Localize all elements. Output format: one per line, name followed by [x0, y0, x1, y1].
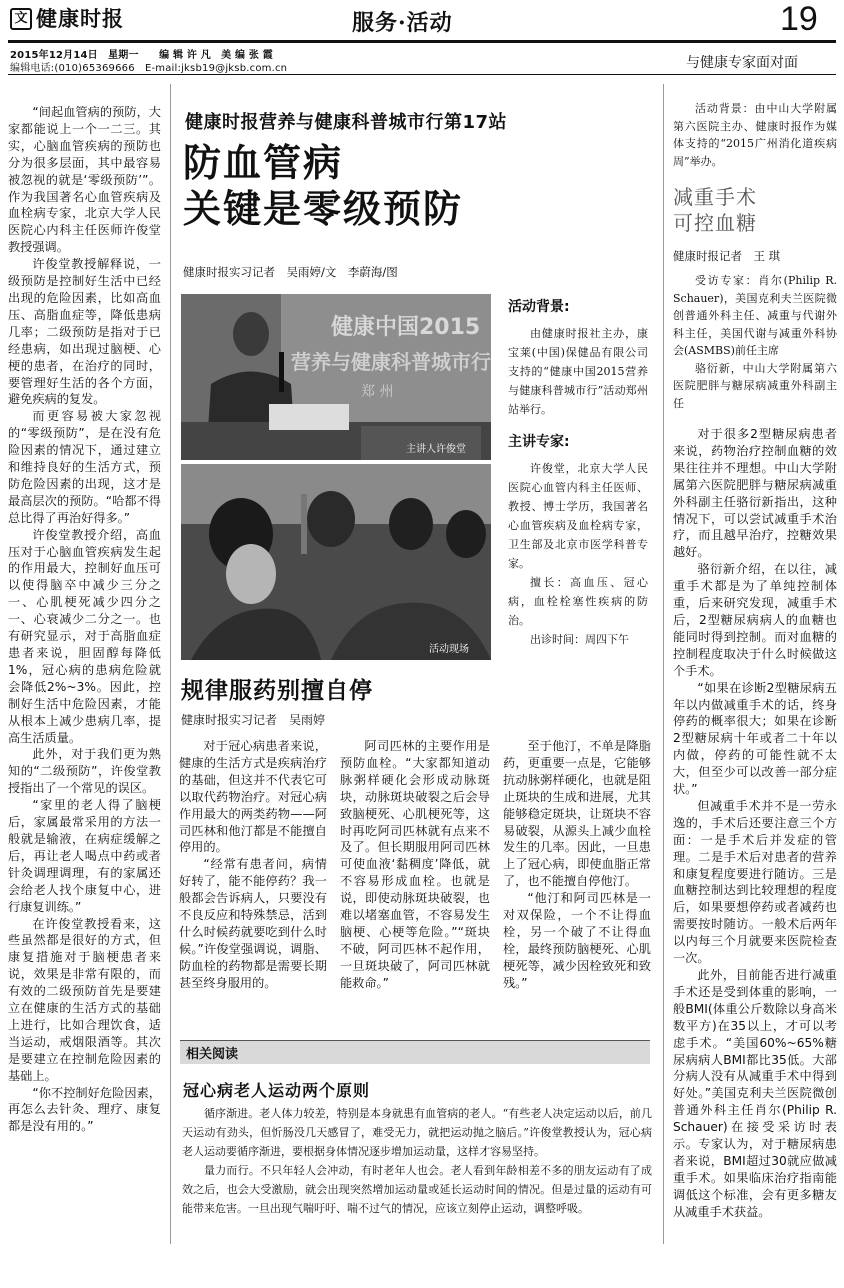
paragraph: “间起血管病的预防，大家都能说上一个一二三。其实，心脑血管疾病的预防也分为很多层面，其中最容易被忽视的就是‘零级预防’”。作为我国著名心血管疾病及血栓病专家，北京大学人民医院心内科主任医师许俊堂教授强调。 [8, 105, 161, 255]
right-article-title [673, 184, 837, 236]
drug-article-column [503, 738, 651, 1038]
paragraph: 而更容易被大家忽视的“零级预防”，是在没有危险因素的情况下，通过建立和维持良好的生活方式，预防危险因素的出现，这才是最高层次的预防。“哈都不得总比得了再治好得多。” [8, 409, 161, 525]
drug-article-title: 规律服药别擅自停 [181, 677, 373, 704]
left-article-column [8, 104, 161, 1244]
section-title: 服务·活动 [352, 10, 453, 36]
audience-photo-illustration [181, 464, 491, 660]
column-divider [663, 84, 664, 1244]
column-divider [170, 84, 171, 1244]
activity-heading: 活动背景: [508, 299, 570, 315]
right-background-note [673, 100, 837, 170]
related-reading-bar [180, 1040, 650, 1064]
issue-info: 2015年12月14日 星期一 编 辑 许 凡 美 编 张 霞 [10, 50, 273, 61]
photo-caption: 活动现场 [429, 644, 469, 655]
title-line: 可控血糖 [673, 211, 757, 235]
paragraph: 骆衍新，中山大学附属第六医院肥胖与糖尿病减重外科副主任 [673, 361, 837, 410]
related-article-title: 冠心病老人运动两个原则 [183, 1081, 371, 1100]
paragraph: “如果在诊断2型糖尿病五年以内做减重手术的话，终身停药的概率很大；如果在诊断2型糖尿病十年或者二十年以内做，停药的可能性就不太大，但至少可以改善一部分症状。” [673, 680, 837, 797]
headline-line: 防血管病 [183, 140, 344, 185]
paragraph: “家里的老人得了脑梗后，家属最常采用的方法一般就是输液，在病症缓解之后，再让老人喝点中药或者针灸调理调理，有的家属还会给老人找个康复中心，进行康复训练。” [8, 798, 161, 914]
masthead-logo-icon: 文 [10, 8, 32, 30]
paragraph: 活动背景：由中山大学附属第六医院主办、健康时报作为媒体支持的“2015广州消化道疾病周”举办。 [673, 102, 837, 168]
paragraph: 但减重手术并不是一劳永逸的，手术后还要注意三个方面：一是手术后并发症的管理。二是手术后对患者的营养和康复程度要进行随访。三是血糖控制达到比较理想的程度后，如果要想停药或者减药也需要按时随访。一般术后两年以内每三个月就要来医院检查一次。 [673, 798, 837, 966]
related-reading-label: 相关阅读 [186, 1047, 239, 1062]
paragraph: 由健康时报社主办，康宝莱(中国)保健品有限公司支持的“健康中国2015营养与健康科普城市行”活动郑州站举行。 [508, 327, 648, 416]
paragraph: 许俊堂，北京大学人民医院心血管内科主任医师、教授、博士学历，我国著名心血管疾病及血栓病专家，卫生部及北京市医学科普专家。 [508, 462, 648, 570]
page-number: 19 [780, 0, 818, 38]
paragraph: 此外，对于我们更为熟知的“二级预防”，许俊堂教授指出了一个常见的误区。 [8, 747, 161, 796]
right-article-body [673, 426, 837, 1221]
paragraph: 骆衍新介绍，在以往，减重手术都是为了单纯控制体重，后来研究发现，减重手术后，2型糖尿病病人的血糖也能同时得到控制。而对血糖的控制程度取决于什么时候做这个手术。 [673, 562, 837, 678]
paragraph: “他汀和阿司匹林是一对双保险，一个不让得血栓，另一个破了不让得血栓，最终预防脑梗死、心肌梗死等，减少因栓致死和致残。” [503, 891, 651, 990]
drug-article-column [340, 738, 490, 1038]
activity-text [508, 324, 648, 419]
right-article-byline: 健康时报记者 王 琪 [673, 249, 781, 263]
activity-info-box [508, 296, 648, 656]
contact-info: 编辑电话:(010)65369666 E-mail:jksb19@jksb.com.cn [10, 63, 288, 74]
headline-line: 关键是零级预防 [183, 186, 464, 231]
column-tag: 与健康专家面对面 [686, 55, 798, 71]
paragraph: 出诊时间：周四下午 [530, 633, 629, 646]
paragraph: 在许俊堂教授看来，这些虽然都是很好的方式，但康复措施对于脑梗患者来说，效果是非常有限的，而有效的二级预防首先是要建立在健康的生活方式的基础上进行，比如合理饮食，适当运动，戒烟限酒等。其次是要建立在控制危险因素的基础上。 [8, 916, 161, 1083]
banner-city: 郑 州 [361, 384, 394, 400]
header-rule [8, 40, 836, 43]
paragraph: 阿司匹林的主要作用是预防血栓。“大家都知道动脉粥样硬化会形成动脉斑块，动脉斑块破裂之后会导致脑梗死、心肌梗死等，这时再吃阿司匹林就有点来不及了。但长期服用阿司匹林可使血液‘黏稠度’降低，就不容易形成血栓。也就是说，即使动脉斑块破裂，也难以堵塞血管，不容易发生脑梗、心梗等危险。”“斑块不破，阿司匹林不起作用，一旦斑块破了，阿司匹林就能救命。” [340, 739, 490, 990]
title-line: 减重手术 [673, 185, 757, 209]
header-subrule [8, 74, 836, 75]
event-title: 健康时报营养与健康科普城市行第17站 [185, 112, 508, 133]
audience-photo [181, 464, 491, 660]
paragraph: “经常有患者问，病情好转了，能不能停药？我一般都会告诉病人，只要没有不良反应和特殊禁忌，活到什么时候药就要吃到什么时候。”许俊堂强调说，调脂、防血栓的药物都是需要长期甚至终身服用的。 [179, 857, 327, 990]
paragraph: 许俊堂教授介绍，高血压对于心脑血管疾病发生起的作用最大，控制好血压可以使得脑卒中减少三分之一、心肌梗死减少四分之一、心衰减少二分之一。也有研究显示，对于高脂血症患者来说，胆固醇每降低1%，冠心病的患病危险就会降低2%~3%。因此，控制好生活中危险因素，才能从根本上减少患病几率，提高生活质量。 [8, 527, 161, 745]
banner-text: 营养与健康科普城市行 [291, 350, 491, 374]
main-headline [183, 140, 463, 232]
drug-article-byline: 健康时报实习记者 吴雨婷 [181, 713, 326, 727]
speaker-text [508, 459, 648, 649]
speaker-photo [181, 294, 491, 460]
paragraph: “你不控制好危险因素，再怎么去针灸、理疗、康复都是没有用的。” [8, 1085, 161, 1134]
paragraph: 此外，目前能否进行减重手术还是受到体重的影响，一般BMI(体重公斤数除以身高米数平方)在35以上，才可以考虑手术。“美国60%~65%糖尿病病人BMI都比35低。大部分病人没有从减重手术中得到好处。”美国克利夫兰医院微创普通外科主任肖尔(Philip R. Schauer)在接受采访时表示。专家认为，对于糖尿病患者来说，BMI超过30就应做减重手术。如果临床治疗指南能调低这个标准，会有更多糖友从减重手术获益。 [673, 968, 837, 1219]
related-article-body [182, 1104, 652, 1254]
paragraph: 受访专家：肖尔(Philip R. Schauer)，美国克利夫兰医院微创普通外科主任、减重与代谢外科主任，美国代谢与减重外科协会(ASMBS)前任主席 [673, 274, 837, 357]
speaker-photo-illustration [181, 294, 491, 460]
paragraph: 至于他汀，不单是降脂药，更重要一点是，它能够抗动脉粥样硬化，也就是阻止斑块的生成和进展，尤其能够稳定斑块，让斑块不容易破裂，从源头上减少血栓发生的几率。因此，一旦患上了冠心病，即使血脂正常了，也不能擅自停他汀。 [503, 739, 651, 889]
paragraph: 对于冠心病患者来说，健康的生活方式是疾病治疗的基础，但这并不代表它可以取代药物治疗。对冠心病作用最大的两类药物——阿司匹林和他汀都是不能擅自停用的。 [179, 739, 327, 855]
feature-byline: 健康时报实习记者 吴雨婷/文 李蔚海/图 [183, 265, 398, 279]
speaker-heading: 主讲专家: [508, 434, 570, 450]
photo-caption: 主讲人许俊堂 [406, 444, 466, 455]
right-expert-info [673, 272, 837, 412]
paragraph: 许俊堂教授解释说，一级预防是控制好生活中已经出现的危险因素，比如高血压、高脂血症等，降低患病几率；二级预防是指对于已经患病，如出现过脑梗、心梗的患者，在治疗的同时，要管理好生活的各个方面，避免疾病的复发。 [8, 257, 161, 407]
drug-article-column [179, 738, 327, 1038]
masthead-name: 健康时报 [36, 6, 124, 31]
paragraph: 对于很多2型糖尿病患者来说，药物治疗控制血糖的效果往往并不理想。中山大学附属第六医院肥胖与糖尿病减重外科副主任骆衍新指出，这种情况下，可以尝试减重手术治疗，而且越早治疗，控糖效果越好。 [673, 427, 837, 560]
paragraph: 循序渐进。老人体力较差，特别是本身就患有血管病的老人。“有些老人决定运动以后，前几天运动有劲头，但忻肠没几天感冒了，难受无力，就把运动抛之脑后。”许俊堂教授认为，冠心病老人运动要循序渐进，要根据身体情况逐步增加运动量，这样才容易坚持。 [182, 1107, 652, 1158]
banner-text: 健康中国2015 [331, 315, 481, 340]
paragraph: 量力而行。不只年轻人会冲动，有时老年人也会。老人看到年龄相差不多的朋友运动有了成效之后，也会大受激励，就会出现突然增加运动量或延长运动时间的情况。但是过量的运动有可能带来危害。一旦出现气喘吁吁、喘不过气的情况，应该立刻停止运动，调整呼吸。 [182, 1164, 652, 1215]
paragraph: 擅长：高血压、冠心病，血栓栓塞性疾病的防治。 [508, 576, 648, 627]
right-article-column [673, 100, 837, 1250]
